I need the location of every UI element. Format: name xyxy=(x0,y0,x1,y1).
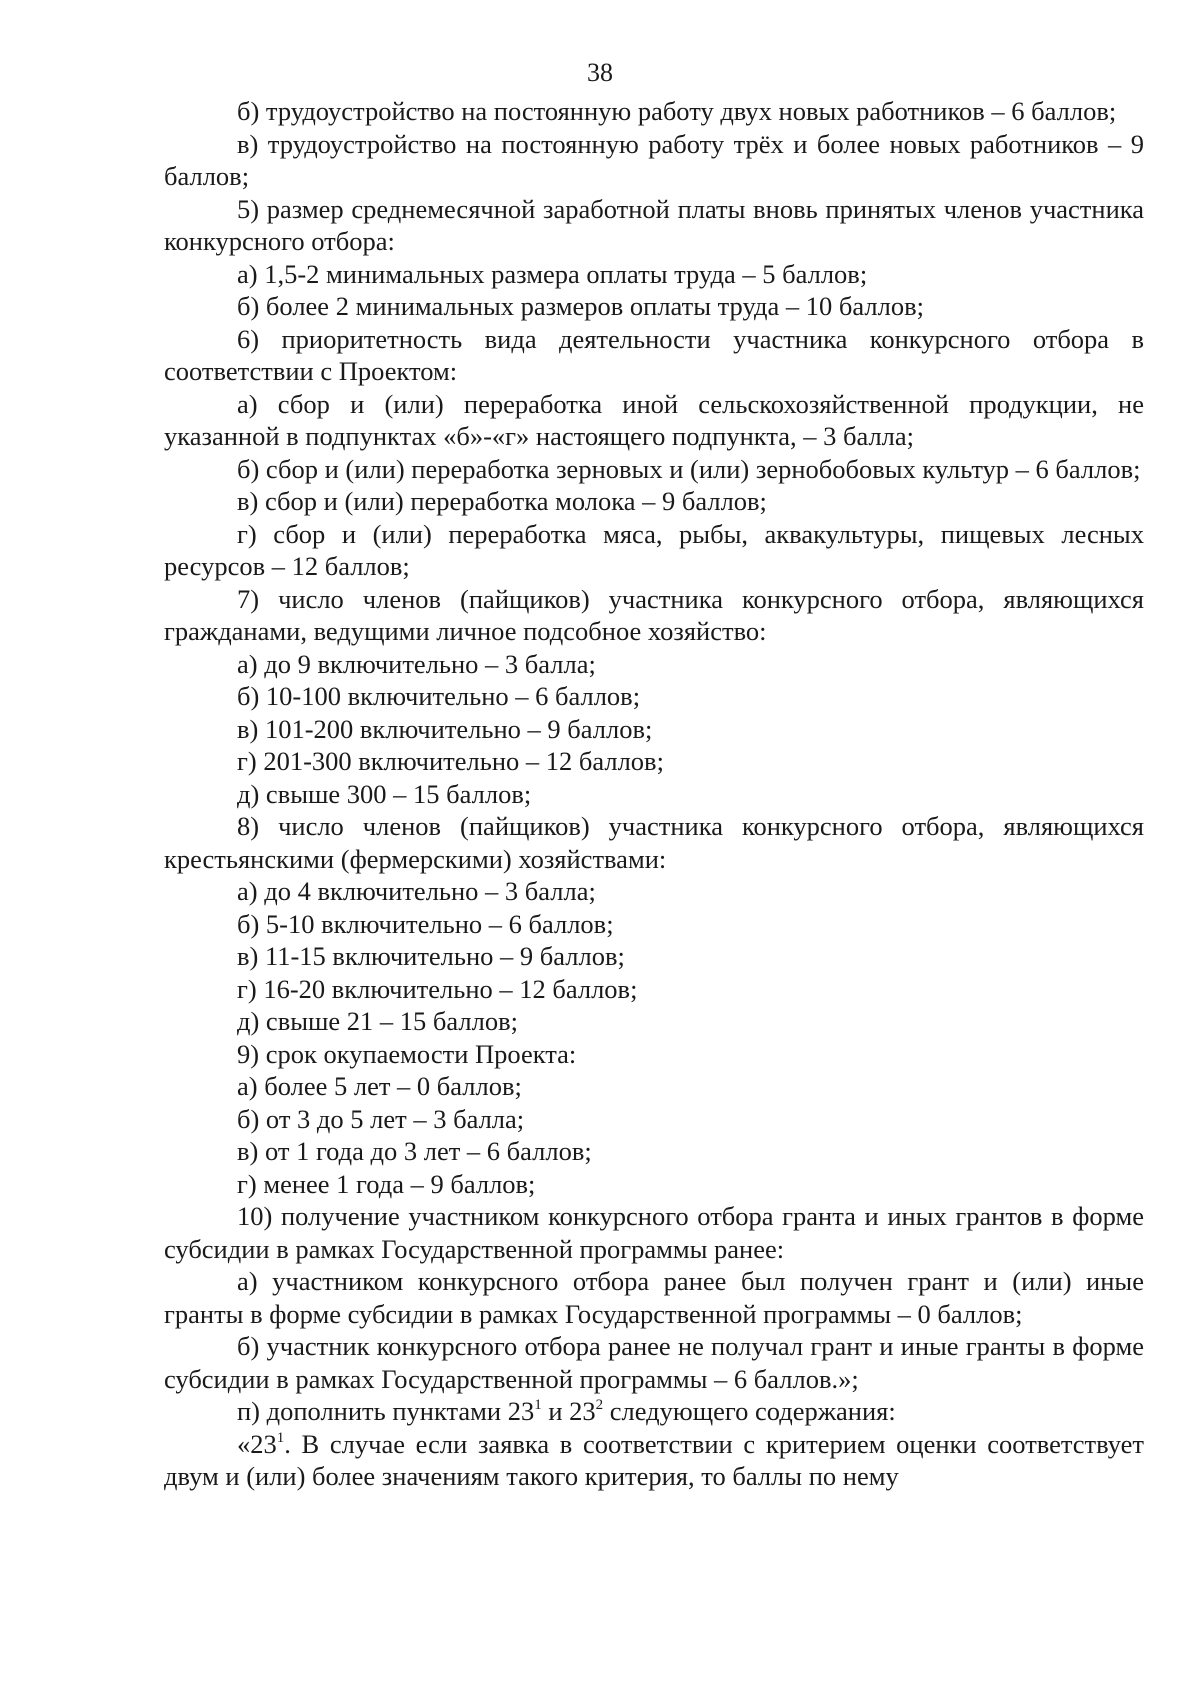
paragraph-text: в) 101-200 включительно – 9 баллов; xyxy=(237,713,653,744)
paragraph-text: 9) срок окупаемости Проекта: xyxy=(237,1038,577,1069)
paragraph-text: б) 10-100 включительно – 6 баллов; xyxy=(237,681,641,711)
paragraph xyxy=(164,485,1144,518)
paragraph-text: п) дополнить пунктами 23 xyxy=(237,1396,535,1426)
paragraph xyxy=(164,1038,1144,1071)
paragraph-text: г) 201-300 включительно – 12 баллов; xyxy=(237,746,664,776)
paragraph-text: 10) получение участником конкурсного отбора гранта и иных грантов в форме субсидии в рамках Государственной программы ранее: xyxy=(164,1201,1144,1264)
paragraph-text: а) до 4 включительно – 3 балла; xyxy=(237,876,596,906)
superscript: 2 xyxy=(595,1397,604,1413)
paragraph xyxy=(164,388,1144,453)
paragraph-text: «23 xyxy=(237,1428,277,1459)
paragraph xyxy=(164,290,1144,323)
paragraph xyxy=(164,323,1144,388)
paragraph xyxy=(164,1200,1144,1265)
paragraph xyxy=(164,1005,1144,1038)
paragraph xyxy=(164,518,1144,583)
paragraph-text: б) участник конкурсного отбора ранее не получал грант и иные гранты в форме субсидии в рамках Государственной программы – 6 баллов.»; xyxy=(164,1331,1144,1394)
paragraph xyxy=(164,648,1144,681)
paragraph xyxy=(164,810,1144,875)
paragraph xyxy=(164,1168,1144,1201)
paragraph-text: б) 5-10 включительно – 6 баллов; xyxy=(237,908,614,939)
paragraph-text: и 23 xyxy=(541,1396,596,1426)
paragraph-text: в) трудоустройство на постоянную работу трёх и более новых работников – 9 баллов; xyxy=(164,128,1144,191)
superscript: 1 xyxy=(276,1429,285,1446)
paragraph-text: в) 11-15 включительно – 9 баллов; xyxy=(237,941,625,971)
paragraph xyxy=(164,193,1144,258)
paragraph-text: г) 16-20 включительно – 12 баллов; xyxy=(237,973,638,1004)
paragraph-text: а) участником конкурсного отбора ранее был получен грант и (или) иные гранты в форме субсидии в рамках Государственной программы – 0 баллов; xyxy=(164,1266,1144,1329)
paragraph xyxy=(164,973,1144,1006)
paragraph xyxy=(164,1135,1144,1168)
paragraph-text: г) сбор и (или) переработка мяса, рыбы, аквакультуры, пищевых лесных ресурсов – 12 баллов; xyxy=(164,518,1144,581)
paragraph-text: б) более 2 минимальных размеров оплаты труда – 10 баллов; xyxy=(237,291,924,321)
page-number: 38 xyxy=(587,58,613,87)
paragraph xyxy=(164,1103,1144,1136)
paragraph-text: г) менее 1 года – 9 баллов; xyxy=(237,1168,536,1199)
paragraph xyxy=(164,680,1144,713)
paragraph-text: д) свыше 300 – 15 баллов; xyxy=(237,778,532,809)
paragraph xyxy=(164,1428,1144,1493)
paragraph xyxy=(164,128,1144,193)
paragraph xyxy=(164,940,1144,973)
paragraph xyxy=(164,583,1144,648)
paragraph-text: 7) число членов (пайщиков) участника конкурсного отбора, являющихся гражданами, ведущими личное подсобное хозяйство: xyxy=(164,583,1144,646)
paragraph xyxy=(164,453,1144,486)
paragraph-text: 6) приоритетность вида деятельности участника конкурсного отбора в соответствии с Проектом: xyxy=(164,323,1144,386)
paragraph-text: б) трудоустройство на постоянную работу двух новых работников – 6 баллов; xyxy=(237,96,1117,126)
paragraph-text: а) 1,5-2 минимальных размера оплаты труда – 5 баллов; xyxy=(237,258,868,289)
paragraph-text: б) от 3 до 5 лет – 3 балла; xyxy=(237,1103,525,1134)
paragraph xyxy=(164,745,1144,778)
paragraph-text: следующего содержания: xyxy=(603,1396,896,1426)
superscript: 1 xyxy=(534,1397,542,1413)
paragraph-text: . В случае если заявка в соответствии с критерием оценки соответствует двум и (или) более значениям такого критерия, то баллы по нему xyxy=(164,1428,1144,1491)
paragraph xyxy=(164,258,1144,291)
paragraph-text: а) более 5 лет – 0 баллов; xyxy=(237,1071,522,1101)
paragraph xyxy=(164,713,1144,746)
paragraph-text: д) свыше 21 – 15 баллов; xyxy=(237,1006,518,1036)
paragraph xyxy=(164,1395,1144,1428)
paragraph-text: в) от 1 года до 3 лет – 6 баллов; xyxy=(237,1136,592,1166)
paragraph-text: 8) число членов (пайщиков) участника конкурсного отбора, являющихся крестьянскими (фермерскими) хозяйствами: xyxy=(164,811,1144,874)
paragraph-text: 5) размер среднемесячной заработной платы вновь принятых членов участника конкурсного отбора: xyxy=(164,193,1144,256)
paragraph xyxy=(164,1265,1144,1330)
paragraph-text: б) сбор и (или) переработка зерновых и (или) зернобобовых культур – 6 баллов; xyxy=(237,453,1141,484)
paragraph xyxy=(164,95,1144,128)
paragraph-text: в) сбор и (или) переработка молока – 9 баллов; xyxy=(237,486,767,516)
paragraph xyxy=(164,1070,1144,1103)
paragraph xyxy=(164,1330,1144,1395)
paragraph-text: а) сбор и (или) переработка иной сельскохозяйственной продукции, не указанной в подпунктах «б»-«г» настоящего подпункта, – 3 балла; xyxy=(164,388,1144,451)
paragraph-text: а) до 9 включительно – 3 балла; xyxy=(237,648,596,679)
document-body xyxy=(164,95,1144,1493)
paragraph xyxy=(164,875,1144,908)
paragraph xyxy=(164,908,1144,941)
paragraph xyxy=(164,778,1144,811)
